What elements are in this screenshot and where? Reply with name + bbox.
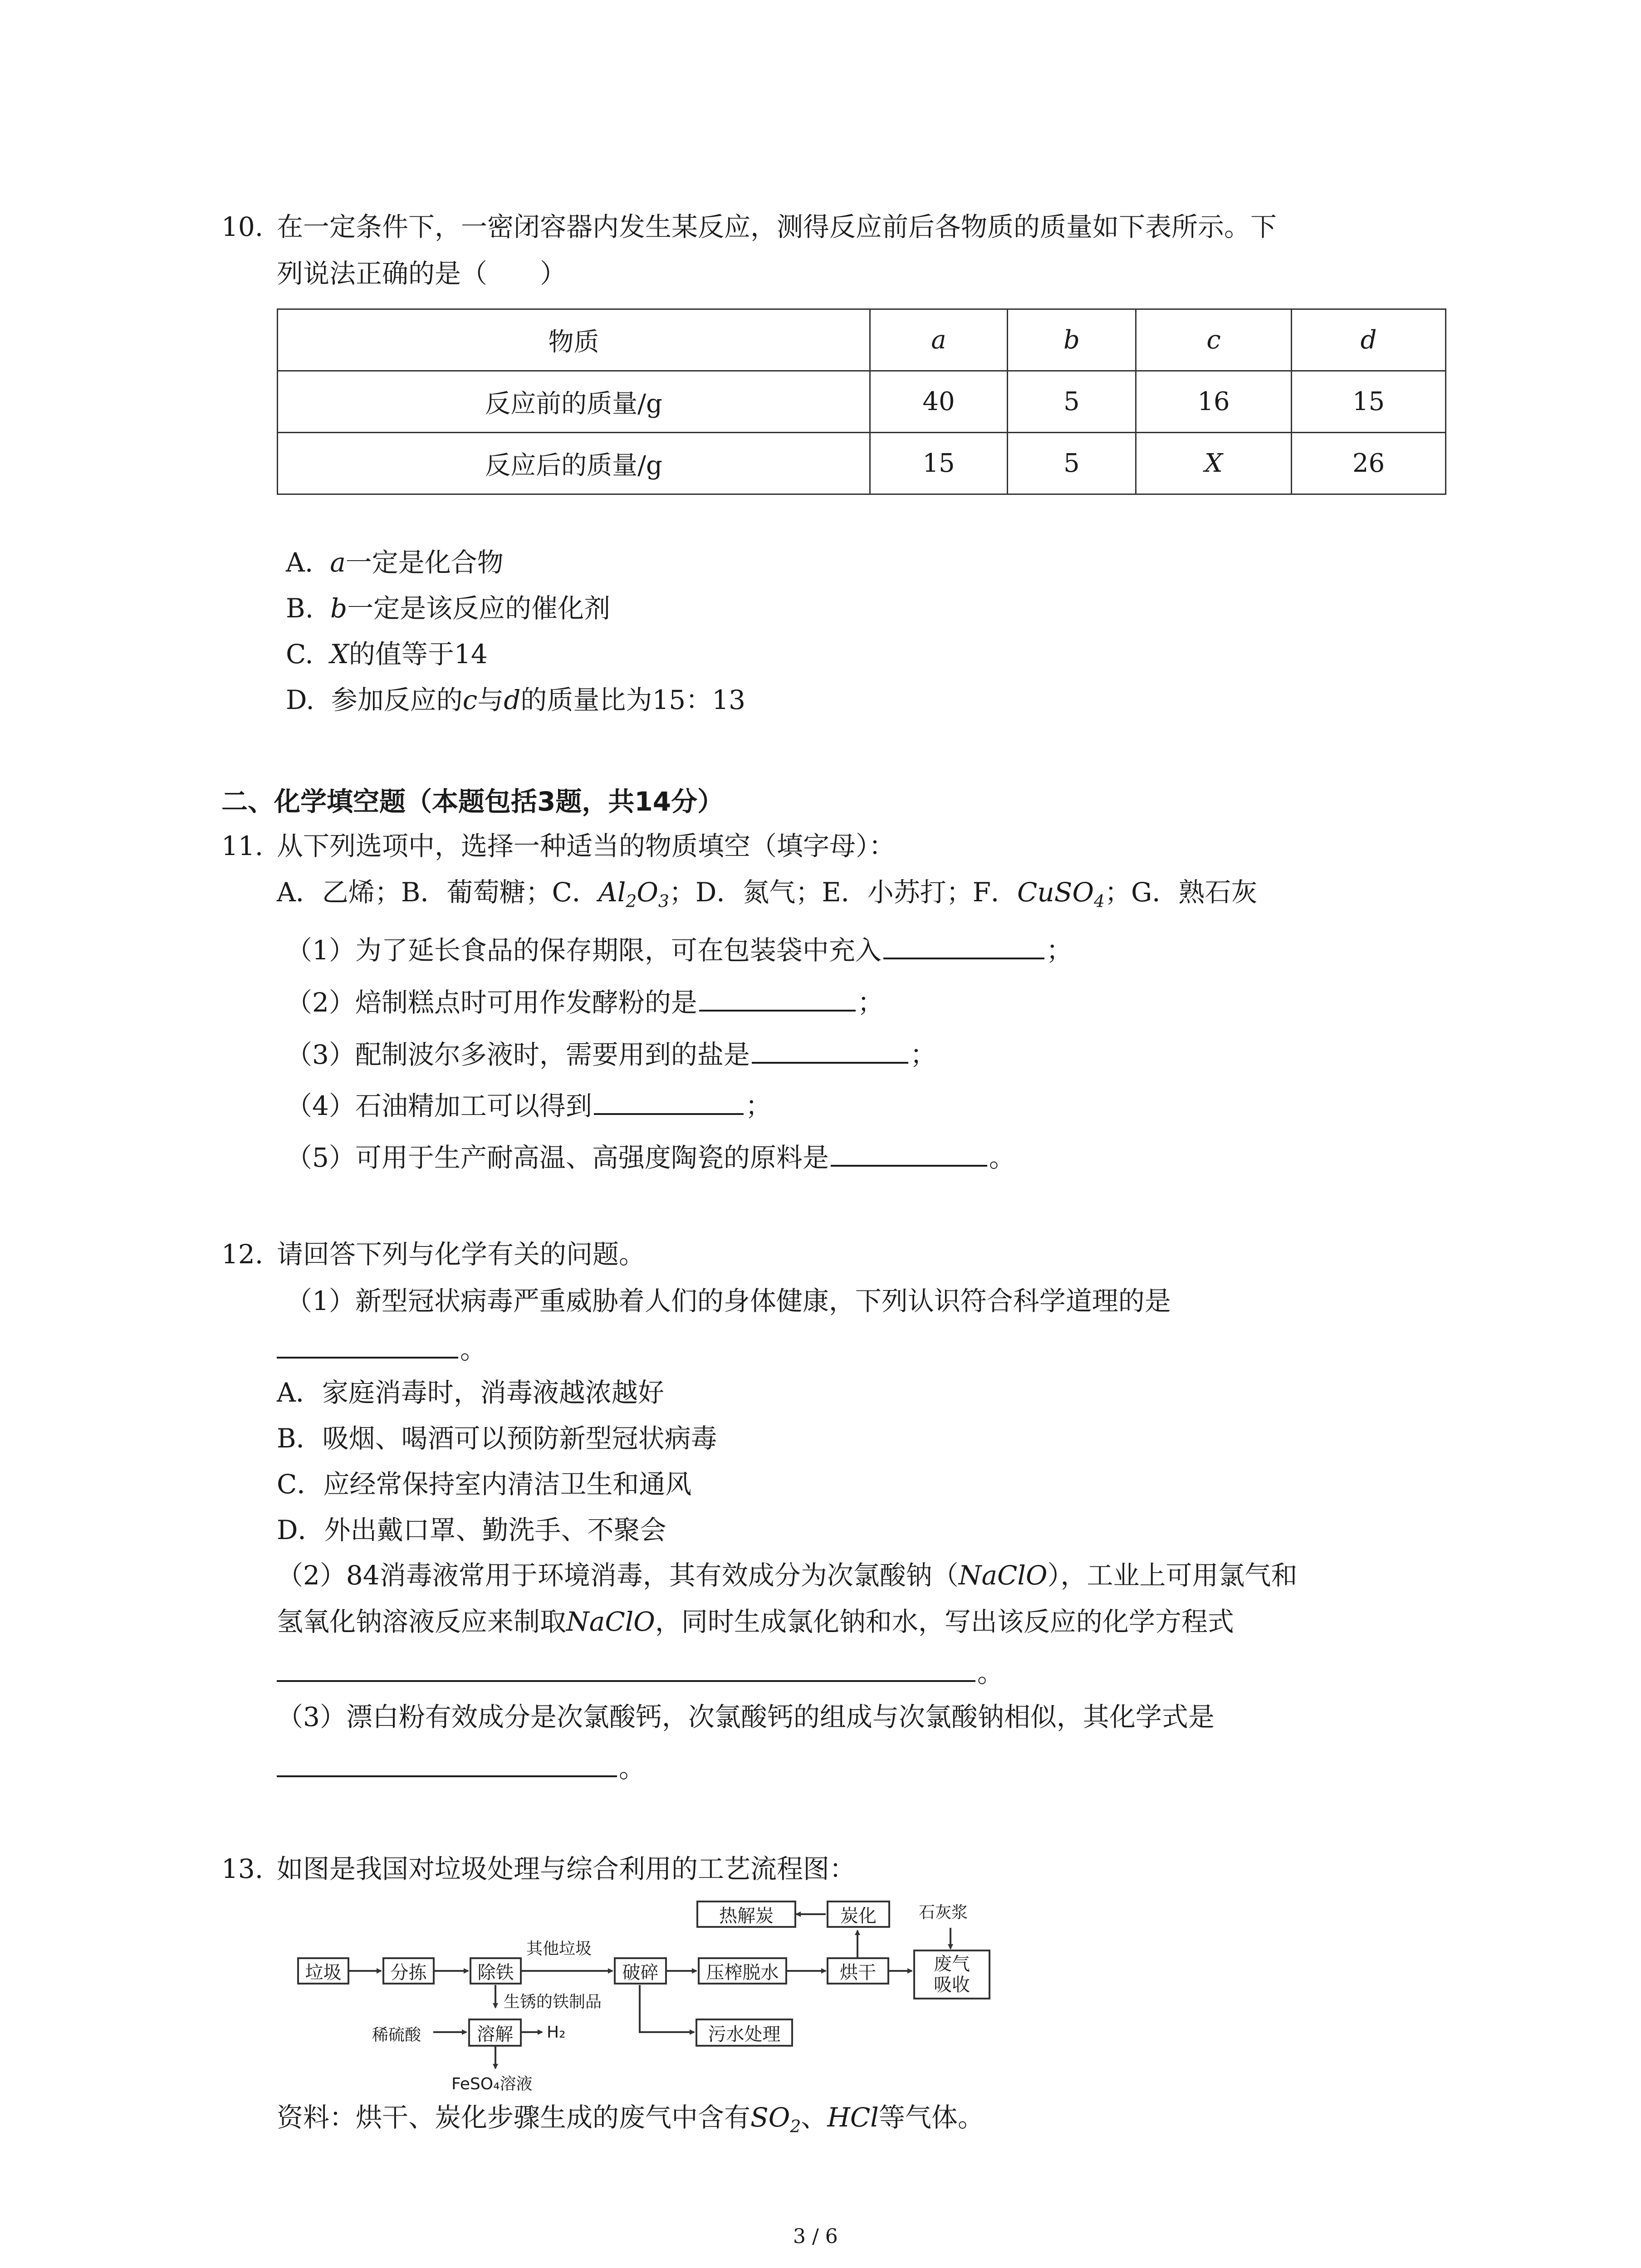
- q11-item-3: [286, 1036, 936, 1070]
- formula: SO: [750, 2102, 790, 2133]
- table-cell: X: [1136, 433, 1292, 494]
- q12-part3-text: （3）漂白粉有效成分是次氯酸钙，次氯酸钙的组成与次氯酸钠相似，其化学式是: [277, 1701, 1215, 1732]
- q10-option-d[interactable]: [286, 684, 745, 716]
- option-var: a: [330, 547, 346, 578]
- flow-box-dry: 烘干: [827, 1957, 889, 1984]
- table-row: [278, 433, 1446, 494]
- option-text: 与: [477, 684, 504, 715]
- q10-stem-line1: 在一定条件下，一密闭容器内发生某反应，测得反应前后各物质的质量如下表所示。下: [277, 211, 1277, 242]
- formula: O: [637, 877, 658, 908]
- q11-item-2: [286, 984, 884, 1018]
- choice-g: ；G．熟石灰: [1104, 877, 1258, 908]
- flow-label-rusty-iron: 生锈的铁制品: [504, 1993, 602, 2011]
- item-end: ；: [910, 1039, 936, 1070]
- flow-box-press-dewater: 压榨脱水: [698, 1957, 787, 1984]
- table-cell: 26: [1292, 433, 1446, 494]
- table-cell: 物质: [278, 309, 870, 371]
- q13-number: 13.: [221, 1853, 264, 1884]
- q11-item-1: [286, 932, 1073, 966]
- q12-stem: 请回答下列与化学有关的问题。: [277, 1239, 646, 1270]
- choice-f: F．: [972, 877, 1017, 908]
- item-end: ；: [1046, 935, 1073, 966]
- option-var: d: [504, 684, 521, 715]
- flow-label-hydrogen: H₂: [547, 2023, 566, 2042]
- choice-a: A．乙烯；: [277, 877, 401, 908]
- option-text: 的质量比为15：13: [520, 684, 746, 715]
- formula-sub: 4: [1094, 891, 1105, 911]
- answer-blank[interactable]: [277, 1655, 975, 1682]
- q10-data-table: [277, 308, 1446, 495]
- table-cell: c: [1136, 309, 1292, 371]
- choice-c: C．: [552, 877, 598, 908]
- table-cell: b: [1008, 309, 1136, 371]
- option-text: 的值等于14: [348, 639, 488, 670]
- choice-e: E．小苏打；: [822, 877, 973, 908]
- formula-sub: 2: [626, 891, 637, 911]
- q12-option-c[interactable]: C．应经常保持室内清洁卫生和通风: [277, 1469, 692, 1500]
- flow-label-feso4-solution: FeSO₄溶液: [451, 2075, 533, 2093]
- option-letter: D.: [286, 684, 314, 715]
- text: ，同时生成氯化钠和水，写出该反应的化学方程式: [655, 1606, 1234, 1637]
- table-row: [278, 371, 1446, 433]
- table-cell: 40: [870, 371, 1008, 433]
- table-cell: 15: [870, 433, 1008, 494]
- flow-label-lime-slurry: 石灰浆: [919, 1903, 968, 1922]
- q10-option-a[interactable]: [286, 547, 504, 578]
- flow-box-carbonize: 炭化: [827, 1901, 890, 1928]
- formula-sub: 2: [790, 2116, 801, 2136]
- table-cell: 5: [1008, 433, 1136, 494]
- option-text: 参加反应的: [331, 684, 463, 715]
- formula: Al: [598, 877, 626, 908]
- flow-box-pyrolysis-char: 热解炭: [696, 1901, 796, 1928]
- answer-blank[interactable]: [699, 984, 856, 1012]
- item-text: （2）焙制糕点时可用作发酵粉的是: [286, 987, 697, 1018]
- q12-part1-text: （1）新型冠状病毒严重威胁着人们的身体健康，下列认识符合科学道理的是: [286, 1286, 1171, 1316]
- flow-label-dilute-acid: 稀硫酸: [372, 2026, 421, 2044]
- answer-blank[interactable]: [277, 1331, 458, 1359]
- q11-item-5: [286, 1139, 1015, 1173]
- formula: HCl: [827, 2102, 879, 2133]
- option-letter: A.: [286, 547, 314, 578]
- q12-option-b[interactable]: B．吸烟、喝酒可以预防新型冠状病毒: [277, 1423, 717, 1454]
- option-var: b: [330, 593, 348, 624]
- formula: CuSO: [1017, 877, 1094, 908]
- arrow: [640, 1985, 694, 2032]
- text: ），工业上可用氯气和: [1047, 1560, 1298, 1591]
- flow-label-other-garbage: 其他垃圾: [526, 1940, 592, 1958]
- item-text: （5）可用于生产耐高温、高强度陶瓷的原料是: [286, 1142, 829, 1173]
- flow-box-sort: 分拣: [382, 1957, 435, 1984]
- table-cell: d: [1292, 309, 1446, 371]
- flow-box-exhaust-absorb: 废气吸收: [913, 1950, 990, 1999]
- q12-number: 12.: [221, 1239, 264, 1270]
- choice-b: B．葡萄糖；: [401, 877, 552, 908]
- flow-box-dissolve: 溶解: [468, 2019, 522, 2047]
- item-text: （1）为了延长食品的保存期限，可在包装袋中充入: [286, 935, 882, 966]
- text: 、: [801, 2102, 828, 2133]
- item-end: 。: [460, 1334, 487, 1365]
- q12-part1-answer: [277, 1331, 486, 1365]
- option-text: 一定是化合物: [345, 547, 504, 578]
- table-cell: 15: [1292, 371, 1446, 433]
- q11-stem: 从下列选项中，选择一种适当的物质填空（填字母）：: [277, 831, 896, 861]
- table-header-row: [278, 309, 1446, 371]
- option-letter: C.: [286, 639, 314, 670]
- flow-box-iron-removal: 除铁: [470, 1957, 522, 1984]
- table-cell: 16: [1136, 371, 1292, 433]
- answer-blank[interactable]: [831, 1139, 987, 1167]
- option-letter: B.: [286, 593, 314, 624]
- q11-item-4: [286, 1088, 772, 1122]
- text: 等气体。: [878, 2102, 984, 2133]
- formula-sub: 3: [658, 891, 669, 911]
- table-cell: 反应前的质量/g: [278, 371, 870, 433]
- q13-note: [277, 2102, 984, 2142]
- item-text: （3）配制波尔多液时，需要用到的盐是: [286, 1039, 750, 1070]
- q12-part2-line1: [277, 1559, 1298, 1591]
- table-cell: a: [870, 309, 1008, 371]
- flow-box-garbage: 垃圾: [297, 1957, 349, 1984]
- formula: NaClO: [566, 1606, 655, 1637]
- q12-part2-answer: [277, 1655, 1004, 1689]
- flow-box-sewage: 污水处理: [696, 2019, 793, 2047]
- q11-choices: [277, 876, 1257, 917]
- item-end: ；: [857, 987, 884, 1018]
- text: 氢氧化钠溶液反应来制取: [277, 1606, 567, 1637]
- item-text: （4）石油精加工可以得到: [286, 1090, 592, 1121]
- item-end: 。: [989, 1142, 1015, 1173]
- page-number: 3 / 6: [793, 2225, 838, 2248]
- section-heading: 二、化学填空题（本题包括3题，共14分）: [221, 786, 724, 817]
- q13-stem: 如图是我国对垃圾处理与综合利用的工艺流程图：: [277, 1853, 856, 1884]
- option-var: c: [462, 684, 478, 715]
- answer-blank[interactable]: [277, 1750, 617, 1777]
- q12-option-a[interactable]: A．家庭消毒时，消毒液越浓越好: [277, 1377, 664, 1408]
- item-end: ；: [745, 1090, 772, 1121]
- q10-number: 10.: [221, 211, 264, 242]
- q10-option-c[interactable]: [286, 638, 488, 670]
- text: （2）84消毒液常用于环境消毒，其有效成分为次氯酸钠（: [277, 1560, 959, 1591]
- q10-option-b[interactable]: [286, 592, 610, 624]
- q12-part3-answer: [277, 1750, 645, 1784]
- answer-blank[interactable]: [883, 932, 1044, 959]
- option-text: 一定是该反应的催化剂: [347, 593, 611, 624]
- text: 资料：烘干、炭化步骤生成的废气中含有: [277, 2102, 751, 2133]
- q10-stem-line2: 列说法正确的是（ ）: [277, 258, 567, 289]
- item-end: 。: [977, 1657, 1004, 1688]
- q12-option-d[interactable]: D．外出戴口罩、勤洗手、不聚会: [277, 1515, 666, 1545]
- q12-part2-line2: [277, 1606, 1234, 1637]
- table-cell: 反应后的质量/g: [278, 433, 870, 494]
- option-var: X: [330, 639, 349, 670]
- formula: NaClO: [958, 1560, 1048, 1591]
- item-end: 。: [619, 1753, 646, 1784]
- flow-box-crush: 破碎: [614, 1957, 667, 1984]
- answer-blank[interactable]: [752, 1036, 908, 1064]
- choice-d: ；D．氮气；: [669, 877, 822, 908]
- q11-number: 11.: [221, 831, 264, 861]
- table-cell: 5: [1008, 371, 1136, 433]
- answer-blank[interactable]: [594, 1088, 744, 1115]
